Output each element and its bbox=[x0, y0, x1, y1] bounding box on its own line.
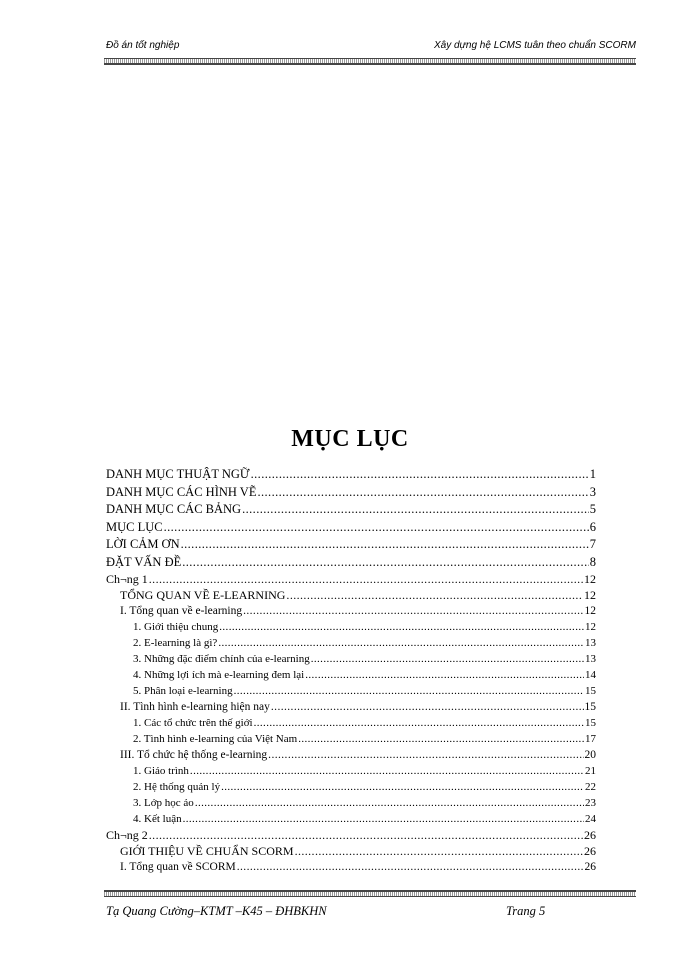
toc-entry-page: 12 bbox=[585, 621, 596, 633]
toc-entry[interactable] bbox=[106, 715, 596, 731]
toc-entry-title: II. Tình hình e-learning hiện nay bbox=[120, 701, 270, 713]
toc-dot-leader bbox=[271, 699, 584, 715]
toc-dot-leader bbox=[219, 619, 584, 635]
toc-entry-page: 15 bbox=[584, 701, 596, 713]
footer-rule bbox=[104, 890, 636, 897]
toc-dot-leader bbox=[183, 811, 584, 827]
toc-entry-title: 4. Kết luận bbox=[133, 813, 182, 825]
toc-dot-leader bbox=[149, 827, 583, 843]
toc-entry[interactable] bbox=[106, 466, 596, 484]
toc-entry-title: 1. Giới thiệu chung bbox=[133, 621, 219, 633]
toc-entry-page: 24 bbox=[585, 813, 596, 825]
toc-entry-page: 26 bbox=[584, 861, 596, 873]
toc-entry-page: 8 bbox=[589, 554, 596, 569]
toc-entry[interactable] bbox=[106, 651, 596, 667]
toc-dot-leader bbox=[268, 747, 583, 763]
toc-entry-title: 5. Phân loại e-learning bbox=[133, 685, 233, 697]
toc-entry-page: 21 bbox=[585, 765, 596, 777]
toc-entry[interactable] bbox=[106, 603, 596, 619]
toc-entry[interactable] bbox=[106, 731, 596, 747]
toc-entry[interactable] bbox=[106, 619, 596, 635]
toc-entry-page: 26 bbox=[584, 844, 596, 858]
toc-dot-leader bbox=[305, 667, 584, 683]
toc-entry-title: 4. Những lợi ích mà e-learning đem lại bbox=[133, 669, 305, 681]
toc-entry-title: 2. Tình hình e-learning của Việt Nam bbox=[133, 733, 298, 745]
toc-dot-leader bbox=[182, 554, 589, 572]
toc-dot-leader bbox=[237, 859, 584, 875]
toc-entry[interactable] bbox=[106, 683, 596, 699]
toc-entry[interactable] bbox=[106, 763, 596, 779]
toc-entry[interactable] bbox=[106, 536, 596, 554]
toc-dot-leader bbox=[254, 715, 584, 731]
toc-entry-page: 6 bbox=[589, 519, 596, 534]
toc-entry[interactable] bbox=[106, 484, 596, 502]
toc-entry-title: ĐẶT VẤN ĐỀ bbox=[106, 554, 182, 569]
toc-entry-title: GIỚI THIỆU VỀ CHUẨN SCORM bbox=[120, 844, 294, 858]
toc-entry-page: 26 bbox=[584, 828, 596, 842]
page-title: MỤC LỤC bbox=[291, 426, 409, 452]
toc-entry-title: 3. Những đặc điểm chính của e-learning bbox=[133, 653, 310, 665]
toc-entry-title: I. Tổng quan về e-learning bbox=[120, 605, 243, 617]
toc-entry[interactable] bbox=[106, 635, 596, 651]
toc-entry-page: 3 bbox=[589, 484, 596, 499]
toc-entry-title: DANH MỤC CÁC BẢNG bbox=[106, 502, 242, 516]
toc-entry-title: 1. Giáo trình bbox=[133, 765, 189, 777]
toc-entry-page: 13 bbox=[585, 653, 596, 665]
toc-entry-page: 13 bbox=[585, 637, 596, 649]
toc-entry-title: 2. Hệ thống quản lý bbox=[133, 781, 221, 793]
toc-entry[interactable] bbox=[106, 843, 596, 859]
toc-entry[interactable] bbox=[106, 501, 596, 519]
toc-entry-title: 1. Các tổ chức trên thế giới bbox=[133, 717, 253, 729]
toc-entry-title: Ch¬ng 1 bbox=[106, 572, 148, 586]
toc-entry-title: 3. Lớp học ảo bbox=[133, 797, 194, 809]
toc-dot-leader bbox=[257, 484, 588, 502]
toc-entry[interactable] bbox=[106, 519, 596, 537]
page-header bbox=[106, 40, 636, 56]
toc-entry-page: 15 bbox=[585, 717, 596, 729]
toc-entry-title: Ch¬ng 2 bbox=[106, 828, 148, 842]
toc-entry[interactable] bbox=[106, 571, 596, 587]
toc-entry-page: 12 bbox=[584, 605, 596, 617]
toc-dot-leader bbox=[286, 587, 583, 603]
toc-entry-title: I. Tổng quan về SCORM bbox=[120, 861, 236, 873]
toc-dot-leader bbox=[243, 603, 583, 619]
toc-entry[interactable] bbox=[106, 859, 596, 875]
toc-entry[interactable] bbox=[106, 779, 596, 795]
toc-entry[interactable] bbox=[106, 827, 596, 843]
toc-entry[interactable] bbox=[106, 587, 596, 603]
table-of-contents bbox=[106, 466, 596, 875]
toc-entry-title: LỜI CẢM ƠN bbox=[106, 537, 180, 551]
toc-entry[interactable] bbox=[106, 795, 596, 811]
toc-entry-title: 2. E-learning là gì? bbox=[133, 637, 218, 649]
header-right-text: Xây dựng hệ LCMS tuân theo chuẩn SCORM bbox=[433, 40, 636, 51]
toc-entry-page: 17 bbox=[585, 733, 596, 745]
toc-dot-leader bbox=[181, 536, 589, 554]
toc-dot-leader bbox=[164, 519, 589, 537]
toc-dot-leader bbox=[234, 683, 584, 699]
toc-dot-leader bbox=[221, 779, 584, 795]
toc-dot-leader bbox=[311, 651, 584, 667]
toc-entry-page: 1 bbox=[589, 467, 596, 481]
toc-dot-leader bbox=[295, 843, 583, 859]
toc-entry-page: 14 bbox=[585, 669, 596, 681]
toc-dot-leader bbox=[251, 466, 589, 484]
toc-entry-page: 12 bbox=[584, 588, 596, 602]
toc-dot-leader bbox=[190, 763, 584, 779]
header-rule bbox=[104, 58, 636, 65]
toc-entry-title: DANH MỤC THUẬT NGỮ bbox=[106, 467, 250, 481]
toc-entry-title: MỤC LỤC bbox=[106, 519, 163, 534]
toc-entry-title: III. Tổ chức hệ thống e-learning bbox=[120, 749, 268, 761]
toc-entry[interactable] bbox=[106, 667, 596, 683]
toc-entry-page: 15 bbox=[585, 685, 596, 697]
toc-dot-leader bbox=[149, 571, 583, 587]
toc-entry-title: TỔNG QUAN VỀ E-LEARNING bbox=[120, 588, 286, 602]
footer-page-number: Trang 5 bbox=[506, 904, 546, 918]
toc-entry[interactable] bbox=[106, 747, 596, 763]
toc-entry-page: 7 bbox=[589, 537, 596, 551]
toc-entry-page: 12 bbox=[584, 572, 596, 586]
toc-entry-page: 23 bbox=[585, 797, 596, 809]
toc-dot-leader bbox=[298, 731, 584, 747]
toc-dot-leader bbox=[218, 635, 584, 651]
toc-entry-page: 20 bbox=[584, 749, 596, 761]
toc-entry-title: DANH MỤC CÁC HÌNH VẼ bbox=[106, 484, 257, 499]
toc-entry[interactable] bbox=[106, 699, 596, 715]
toc-dot-leader bbox=[195, 795, 584, 811]
header-left-text: Đồ án tốt nghiệp bbox=[106, 40, 180, 51]
toc-dot-leader bbox=[242, 501, 589, 519]
toc-entry[interactable] bbox=[106, 811, 596, 827]
toc-entry-page: 5 bbox=[589, 502, 596, 516]
footer-author: Tạ Quang Cường–KTMT –K45 – ĐHBKHN bbox=[106, 904, 327, 918]
toc-entry[interactable] bbox=[106, 554, 596, 572]
toc-entry-page: 22 bbox=[585, 781, 596, 793]
